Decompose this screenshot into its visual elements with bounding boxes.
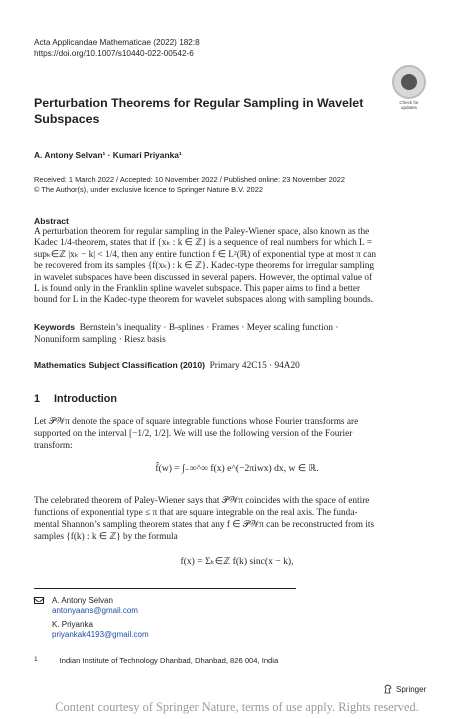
intro-paragraph-2 — [34, 495, 438, 543]
paragraph-line: Let 𝒫𝒲π denote the space of square integrable functions whose Fourier transforms are — [34, 417, 359, 427]
content-credit: Content courtesy of Springer Nature, terms of use apply. Rights reserved. — [55, 700, 419, 714]
keywords-heading: Keywords — [34, 322, 76, 332]
section-heading — [34, 393, 117, 405]
abstract-line: A perturbation theorem for regular sampling in the Paley-Wiener space, also known as the — [34, 227, 370, 237]
envelope-icon — [34, 597, 44, 604]
section-title: Introduction — [54, 393, 117, 405]
badge-line1: Check for — [399, 100, 419, 105]
keywords — [34, 322, 438, 346]
abstract-line: in wavelet subspaces have been discussed in several papers. However, the optimal value of — [34, 272, 373, 283]
title-line1: Perturbation Theorems for Regular Sampling in Wavelet — [34, 96, 364, 110]
keywords-line2: Nonuniform sampling · Riesz basis — [34, 334, 166, 345]
dates-line1: Received: 1 March 2022 / Accepted: 10 November 2022 / Published online: 23 November 2022 — [34, 175, 346, 184]
paragraph-line: The celebrated theorem of Paley-Wiener says that 𝒫𝒲π coincides with the space of entire — [34, 496, 370, 506]
paragraph-line: supported on the interval [−1/2, 1/2]. We will use the following version of the Fourier — [34, 429, 353, 439]
journal-doi[interactable]: https://doi.org/10.1007/s10440-022-00542-6 — [34, 48, 194, 58]
publisher-logo — [383, 684, 426, 694]
abstract-body — [34, 227, 438, 307]
check-for-updates-badge[interactable] — [392, 65, 426, 110]
badge-line2: updates — [400, 105, 417, 110]
sampling-formula-equation: f(x) = Σₖ∈ℤ f(k) sinc(x − k), — [180, 556, 294, 567]
springer-horse-icon — [383, 684, 393, 694]
abstract-line: bound for L in the Kadec-type theorem for wavelet subspaces along with sampling bounds. — [34, 295, 373, 306]
footnote-mark: 1 — [34, 656, 38, 663]
paragraph-line: transform: — [34, 441, 73, 451]
authors: A. Antony Selvan¹ · Kumari Priyanka¹ — [34, 150, 182, 160]
abstract-line: be recovered from its samples {f(xₖ) : k ∈ ℤ}. Kadec-type theorems for irregular sampling — [34, 261, 375, 272]
msc-heading: Mathematics Subject Classification (2010) — [34, 360, 205, 370]
author1-name: A. Antony Selvan — [52, 596, 113, 605]
author-contacts — [34, 596, 314, 646]
abstract-heading: Abstract — [34, 216, 69, 226]
journal-header — [34, 38, 200, 59]
author1-email-link[interactable]: antonyaans@gmail.com — [52, 606, 138, 615]
footnote-divider — [34, 588, 296, 589]
paragraph-line: functions of exponential type ≤ π that are square integrable on the real axis. The funda- — [34, 508, 358, 518]
fourier-transform-equation: f̂(w) = ∫₋∞^∞ f(x) e^(−2πiwx) dx, w ∈ ℝ. — [155, 463, 319, 474]
author2-name: K. Priyanka — [52, 620, 93, 629]
abstract-line: L is found only in the Franklin spline wavelet subspace. This paper aims to find a better — [34, 284, 361, 295]
abstract-line: Kadec 1/4-theorem, states that if {xₖ : k ∈ ℤ} is a sequence of real numbers for which L = — [34, 238, 372, 249]
paragraph-line: mental Shannon’s sampling theorem states that any f ∈ 𝒫𝒲π can be reconstructed from its — [34, 520, 375, 530]
paragraph-line: samples {f(k) : k ∈ ℤ} by the formula — [34, 532, 178, 542]
copyright-line: © The Author(s), under exclusive licence to Springer Nature B.V. 2022 — [34, 185, 263, 194]
msc-value: Primary 42C15 · 94A20 — [209, 361, 300, 371]
msc-classification — [34, 360, 300, 371]
intro-paragraph-1 — [34, 416, 438, 452]
affiliation-footnote — [34, 656, 278, 665]
publisher-name: Springer — [396, 685, 427, 694]
footnote-text: Indian Institute of Technology Dhanbad, Dhanbad, 826 004, India — [59, 656, 279, 665]
check-for-updates-icon — [392, 65, 426, 99]
journal-citation: Acta Applicandae Mathematicae (2022) 182:8 — [34, 38, 200, 47]
section-number: 1 — [34, 393, 41, 405]
title-line2: Subspaces — [34, 112, 100, 126]
author2-email-link[interactable]: priyankak4193@gmail.com — [52, 630, 149, 639]
abstract-line: supₖ∈ℤ |xₖ − k| < 1/4, then any entire function f ∈ L²(ℝ) of exponential type at most π can — [34, 249, 377, 260]
paper-title — [34, 95, 374, 127]
publication-dates — [34, 175, 345, 195]
keywords-line1: Bernstein’s inequality · B-splines · Frames · Meyer scaling function · — [79, 323, 339, 333]
